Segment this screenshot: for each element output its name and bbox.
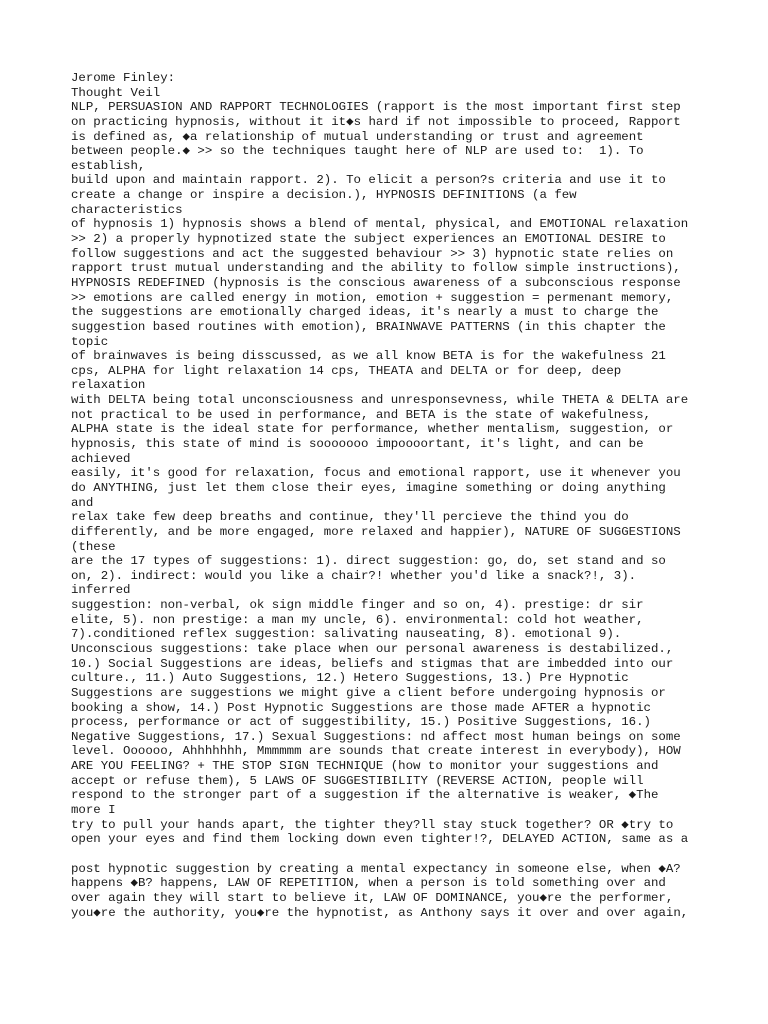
text-line: over again they will start to believe it, LAW OF DOMINANCE, you◆re the performer, xyxy=(71,890,674,905)
text-line: >> 2) a properly hypnotized state the subject experiences an EMOTIONAL DESIRE to xyxy=(71,232,666,247)
text-line: 10.) Social Suggestions are ideas, beliefs and stigmas that are imbedded into our xyxy=(71,656,674,671)
text-line: rapport trust mutual understanding and the ability to follow simple instructions), xyxy=(71,261,681,276)
document-page xyxy=(71,71,711,920)
text-line: happens ◆B? happens, LAW OF REPETITION, when a person is told something over and xyxy=(71,876,666,891)
text-line: characteristics xyxy=(71,202,183,217)
text-line: relaxation xyxy=(71,378,146,393)
text-line: (these xyxy=(71,539,116,554)
text-line: Thought Veil xyxy=(71,85,161,100)
text-line: accept or refuse them), 5 LAWS OF SUGGESTIBILITY (REVERSE ACTION, people will xyxy=(71,773,644,788)
text-line: topic xyxy=(71,334,109,349)
text-line: respond to the stronger part of a suggestion if the alternative is weaker, ◆The xyxy=(71,788,659,803)
text-line: achieved xyxy=(71,451,131,466)
text-line: Suggestions are suggestions we might give a client before undergoing hypnosis or xyxy=(71,685,666,700)
text-line: is defined as, ◆a relationship of mutual understanding or trust and agreement xyxy=(71,129,644,144)
text-line: try to pull your hands apart, the tighter they?ll stay stuck together? OR ◆try to xyxy=(71,817,674,832)
text-line: Jerome Finley: xyxy=(71,71,176,85)
text-line: on, 2). indirect: would you like a chair?! whether you'd like a snack?!, 3). xyxy=(71,568,637,583)
text-line: between people.◆ >> so the techniques taught here of NLP are used to: 1). To xyxy=(71,144,644,159)
text-line: HYPNOSIS REDEFINED (hypnosis is the conscious awareness of a subconscious response xyxy=(71,275,681,290)
text-line: open your eyes and find them locking down even tighter!?, DELAYED ACTION, same as a xyxy=(71,832,689,847)
text-line: relax take few deep breaths and continue, they'll percieve the thind you do xyxy=(71,510,629,525)
text-line: build upon and maintain rapport. 2). To elicit a person?s criteria and use it to xyxy=(71,173,666,188)
text-line: ALPHA state is the ideal state for performance, whether mentalism, suggestion, or xyxy=(71,422,674,437)
text-line: differently, and be more engaged, more relaxed and happier), NATURE OF SUGGESTIONS xyxy=(71,524,681,539)
text-line: culture., 11.) Auto Suggestions, 12.) Hetero Suggestions, 13.) Pre Hypnotic xyxy=(71,671,629,686)
text-line: process, performance or act of suggestibility, 15.) Positive Suggestions, 16.) xyxy=(71,715,651,730)
text-line: create a change or inspire a decision.), HYPNOSIS DEFINITIONS (a few xyxy=(71,188,577,203)
text-line: Unconscious suggestions: take place when our personal awareness is destabilized., xyxy=(71,641,674,656)
text-line: on practicing hypnosis, without it it◆s hard if not impossible to proceed, Rapport xyxy=(71,114,681,129)
text-line: level. Oooooo, Ahhhhhhh, Mmmmmm are sounds that create interest in everybody), HOW xyxy=(71,744,681,759)
text-line: the suggestions are emotionally charged ideas, it's nearly a must to charge the xyxy=(71,305,659,320)
text-line: >> emotions are called energy in motion, emotion + suggestion = permenant memory, xyxy=(71,290,674,305)
text-line: easily, it's good for relaxation, focus and emotional rapport, use it whenever you xyxy=(71,466,681,481)
text-line: with DELTA being total unconsciousness and unresponsevness, while THETA & DELTA are xyxy=(71,393,689,408)
text-line: elite, 5). non prestige: a man my uncle, 6). environmental: cold hot weather, xyxy=(71,612,644,627)
text-line: cps, ALPHA for light relaxation 14 cps, THEATA and DELTA or for deep, deep xyxy=(71,363,622,378)
text-line: establish, xyxy=(71,158,146,173)
text-line: more I xyxy=(71,803,116,818)
text-line: of brainwaves is being disscussed, as we all know BETA is for the wakefulness 21 xyxy=(71,349,666,364)
text-line: Negative Suggestions, 17.) Sexual Suggestions: nd affect most human beings on some xyxy=(71,729,681,744)
text-line: you◆re the authority, you◆re the hypnotist, as Anthony says it over and over again, xyxy=(71,905,689,920)
text-line: not practical to be used in performance, and BETA is the state of wakefulness, xyxy=(71,407,651,422)
text-line: suggestion: non-verbal, ok sign middle finger and so on, 4). prestige: dr sir xyxy=(71,598,644,613)
text-line: inferred xyxy=(71,583,131,598)
text-line xyxy=(71,847,711,862)
text-line: 7).conditioned reflex suggestion: salivating nauseating, 8). emotional 9). xyxy=(71,627,622,642)
text-line: do ANYTHING, just let them close their eyes, imagine something or doing anything xyxy=(71,480,666,495)
text-line: of hypnosis 1) hypnosis shows a blend of mental, physical, and EMOTIONAL relaxation xyxy=(71,217,689,232)
text-line: hypnosis, this state of mind is sooooooo impoooortant, it's light, and can be xyxy=(71,437,644,452)
text-line: booking a show, 14.) Post Hypnotic Suggestions are those made AFTER a hypnotic xyxy=(71,700,651,715)
text-line: ARE YOU FEELING? + THE STOP SIGN TECHNIQUE (how to monitor your suggestions and xyxy=(71,759,659,774)
text-line: suggestion based routines with emotion), BRAINWAVE PATTERNS (in this chapter the xyxy=(71,319,666,334)
text-line: NLP, PERSUASION AND RAPPORT TECHNOLOGIES (rapport is the most important first step xyxy=(71,100,681,115)
text-line: post hypnotic suggestion by creating a mental expectancy in someone else, when ◆A? xyxy=(71,861,681,876)
text-line: and xyxy=(71,495,94,510)
text-line: are the 17 types of suggestions: 1). direct suggestion: go, do, set stand and so xyxy=(71,554,666,569)
text-line: follow suggestions and act the suggested behaviour >> 3) hypnotic state relies on xyxy=(71,246,674,261)
